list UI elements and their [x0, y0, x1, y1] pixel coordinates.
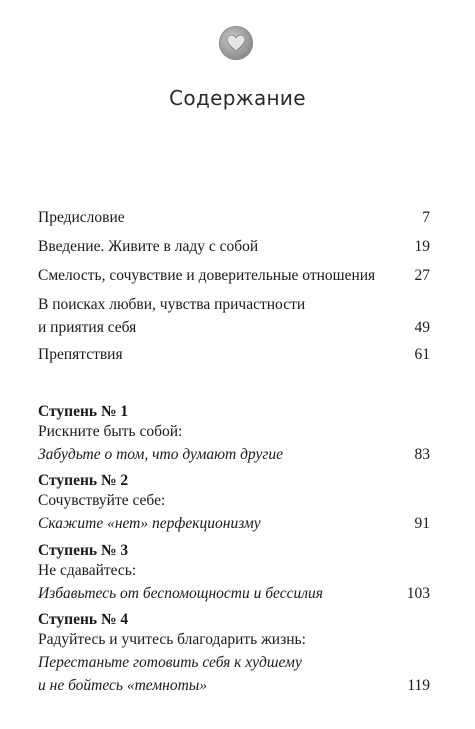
- step-italic-title-line2: и не бойтесь «темноты»: [38, 677, 208, 694]
- toc-entry[interactable]: [38, 208, 430, 228]
- toc-entry-page: 7: [422, 209, 430, 226]
- toc-step[interactable]: [38, 610, 430, 696]
- step-subtitle: Не сдавайтесь:: [38, 562, 137, 579]
- toc-step[interactable]: [38, 471, 430, 534]
- toc-entry-page: 91: [414, 515, 430, 532]
- step-heading: Ступень № 1: [38, 403, 129, 420]
- step-heading: Ступень № 3: [38, 542, 129, 559]
- step-italic-title: Скажите «нет» перфекционизму: [38, 515, 261, 532]
- toc-step[interactable]: [38, 541, 430, 604]
- toc-entry-title: Введение. Живите в ладу с собой: [38, 238, 259, 255]
- toc-entry-title: Препятствия: [38, 346, 123, 363]
- step-italic-title: Избавьтесь от беспомощности и бессилия: [38, 585, 323, 602]
- toc-entry-title: Смелость, сочувствие и доверительные отношения: [38, 267, 376, 284]
- toc-entry-page: 119: [407, 677, 430, 694]
- step-heading: Ступень № 4: [38, 611, 129, 628]
- toc-entry[interactable]: [38, 266, 430, 286]
- toc-entry[interactable]: [38, 295, 430, 338]
- toc-entry-page: 83: [414, 446, 430, 463]
- step-italic-title: Забудьте о том, что думают другие: [38, 446, 284, 463]
- toc-entry-title-line1: В поисках любви, чувства причастности: [38, 296, 306, 313]
- toc-entry-page: 103: [406, 585, 430, 602]
- toc-entry[interactable]: [38, 237, 430, 257]
- step-subtitle: Сочувствуйте себе:: [38, 492, 166, 509]
- toc-entry-page: 49: [414, 319, 430, 336]
- toc-entry-page: 61: [414, 346, 430, 363]
- toc-entry-page: 19: [414, 238, 430, 255]
- heart-emblem-icon: [219, 26, 253, 60]
- page-title: Содержание: [169, 86, 306, 110]
- step-italic-title-line1: Перестаньте готовить себя к худшему: [38, 654, 302, 671]
- toc-entry-title-line2: и приятия себя: [38, 319, 137, 336]
- step-subtitle: Радуйтесь и учитесь благодарить жизнь:: [38, 631, 306, 648]
- step-subtitle: Рискните быть собой:: [38, 423, 183, 440]
- toc-entry-title: Предисловие: [38, 209, 125, 226]
- toc-step[interactable]: [38, 402, 430, 465]
- step-heading: Ступень № 2: [38, 472, 129, 489]
- toc-entry-page: 27: [414, 267, 430, 284]
- toc-entry[interactable]: [38, 345, 430, 365]
